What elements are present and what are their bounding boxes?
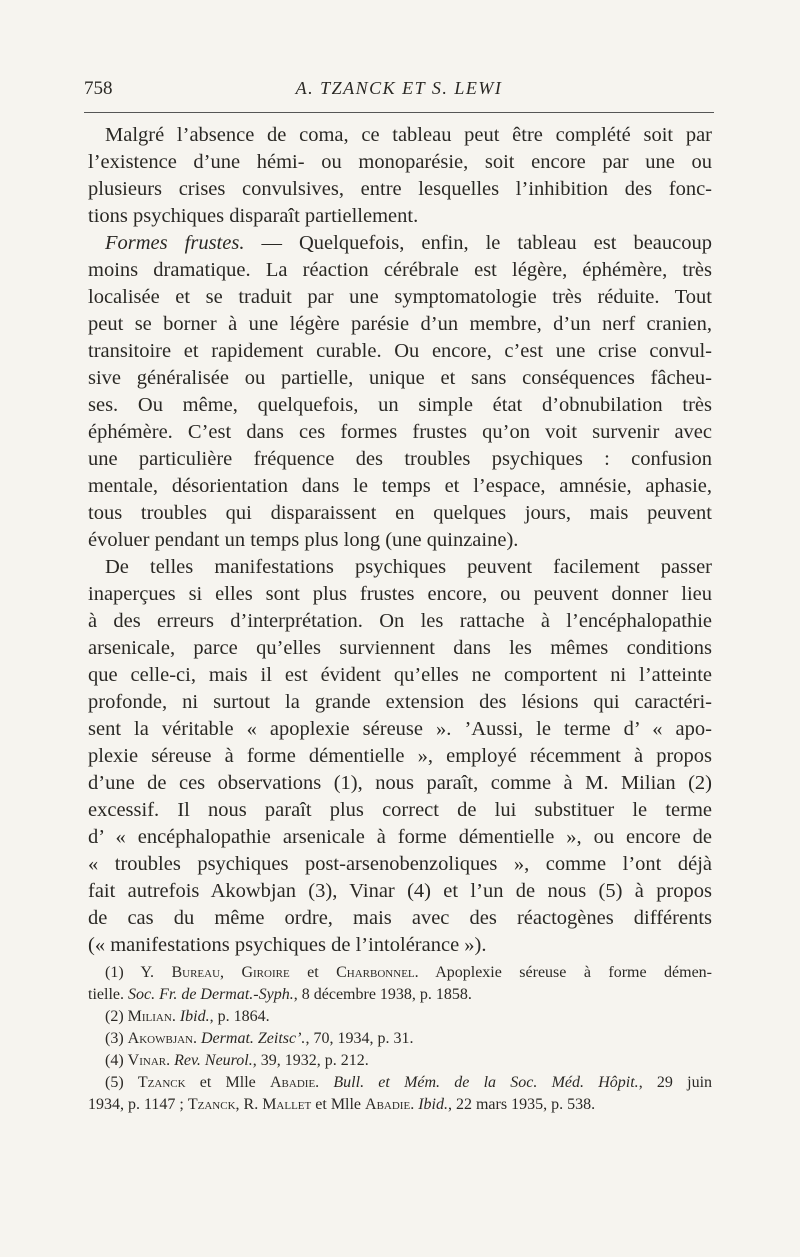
footnote-text: et Mlle xyxy=(185,1074,270,1091)
citation-title: Dermat. Zeitsc’. xyxy=(201,1030,306,1047)
footnote-line xyxy=(88,1094,712,1116)
footnote-text: . xyxy=(166,1052,175,1069)
text-line: profonde, ni surtout la grande extension des lésions qui caractéri- xyxy=(88,691,712,713)
footnote-text: (3) xyxy=(105,1030,128,1047)
text-line: d’ « encéphalopathie arsenicale à forme démentielle », ou encore de xyxy=(88,826,712,848)
footnote-text: 1934, p. 1147 ; xyxy=(88,1096,188,1113)
footnote-text: et xyxy=(289,964,337,981)
text-line: fait autrefois Akowbjan (3), Vinar (4) et l’un de nous (5) à propos xyxy=(88,880,712,902)
text-line: une particulière fréquence des troubles psychiques : confusion xyxy=(88,448,712,470)
text-line: éphémère. C’est dans ces formes frustes qu’on voit survenir avec xyxy=(88,421,712,443)
footnote-line xyxy=(88,1050,712,1072)
text-line: sive généralisée ou partielle, unique et sans conséquences fâcheu- xyxy=(88,367,712,389)
author-name: Tzanck xyxy=(137,1074,186,1091)
citation-title: Soc. Fr. de Dermat.-Syph. xyxy=(127,986,294,1003)
text-line: de cas du même ordre, mais avec des réactogènes différents xyxy=(88,907,712,929)
footnote-line xyxy=(88,962,712,984)
footnote-text: , 22 mars 1935, p. 538. xyxy=(447,1096,596,1113)
footnote-text: . xyxy=(410,1096,419,1113)
footnote-line xyxy=(88,1028,712,1050)
text-line: « troubles psychiques post-arsenobenzoliques », comme l’ont déjà xyxy=(88,853,712,875)
author-name: Milian xyxy=(127,1008,172,1025)
footnote-text: , 29 juin xyxy=(638,1074,713,1091)
footnote-text: , 39, 1932, p. 212. xyxy=(252,1052,369,1069)
footnote-text: (2) xyxy=(105,1008,128,1025)
author-name: Mallet xyxy=(262,1096,312,1113)
section-heading: Formes frustes. xyxy=(105,232,245,254)
footnote-text: , 8 décembre 1938, p. 1858. xyxy=(293,986,472,1003)
author-name: Abadie xyxy=(365,1096,411,1113)
text-line: arsenicale, parce qu’elles surviennent dans les mêmes conditions xyxy=(88,637,712,659)
footnote-text: . xyxy=(193,1030,201,1047)
author-name: Bureau xyxy=(171,964,221,981)
author-name: Abadie xyxy=(270,1074,316,1091)
text-line: peut se borner à une légère parésie d’un membre, d’un nerf cranien, xyxy=(88,313,712,335)
author-name: Charbonnel xyxy=(336,964,415,981)
footnotes xyxy=(88,962,712,1116)
footnote-text: et Mlle xyxy=(311,1096,366,1113)
text-line: inaperçues si elles sont plus frustes encore, ou peuvent donner lieu xyxy=(88,583,712,605)
text-line: que celle-ci, mais il est évident qu’elles ne comportent ni l’atteinte xyxy=(88,664,712,686)
footnote-line xyxy=(88,1006,712,1028)
text-line: (« manifestations psychiques de l’intolérance »). xyxy=(88,934,487,956)
footnote-text: , R. xyxy=(235,1096,263,1113)
citation-title: Ibid. xyxy=(179,1008,210,1025)
footnote-text: . xyxy=(171,1008,180,1025)
footnote-text: . xyxy=(315,1074,334,1091)
footnote-line xyxy=(88,1072,712,1094)
text-line: Malgré l’absence de coma, ce tableau peut être complété soit par xyxy=(105,124,712,146)
author-name: Giroire xyxy=(241,964,290,981)
text-line: transitoire et rapidement curable. Ou encore, c’est une crise convul- xyxy=(88,340,712,362)
footnote-line xyxy=(88,984,712,1006)
footnote-text: tielle. xyxy=(88,986,128,1003)
text-line xyxy=(88,230,712,257)
page-header xyxy=(84,78,714,104)
text-line: ses. Ou même, quelquefois, un simple état d’obnubilation très xyxy=(88,394,712,416)
author-name: Vinar xyxy=(127,1052,167,1069)
author-name: Akowbjan xyxy=(127,1030,193,1047)
text-line: plexie séreuse à forme démentielle », employé récemment à propos xyxy=(88,745,712,767)
citation-title: Ibid. xyxy=(418,1096,448,1113)
footnote-text: , p. 1864. xyxy=(209,1008,270,1025)
citation-title: Bull. et Mém. de la Soc. Méd. Hôpit. xyxy=(333,1074,639,1091)
page-number: 758 xyxy=(84,78,113,99)
text-line: évoluer pendant un temps plus long (une quinzaine). xyxy=(88,529,519,551)
footnote-text: , xyxy=(220,964,242,981)
text-line: à des erreurs d’interprétation. On les rattache à l’encéphalopathie xyxy=(88,610,712,632)
footnote-text: (1) Y. xyxy=(105,964,172,981)
text-line: tions psychiques disparaît partiellement. xyxy=(88,205,419,227)
text-line: De telles manifestations psychiques peuvent facilement passer xyxy=(105,556,712,578)
text-line: excessif. Il nous paraît plus correct de lui substituer le terme xyxy=(88,799,712,821)
text-line: l’existence d’une hémi- ou monoparésie, soit encore par une ou xyxy=(88,151,712,173)
text-line: tous troubles qui disparaissent en quelques jours, mais peuvent xyxy=(88,502,712,524)
header-rule xyxy=(84,112,714,113)
footnote-text: , 70, 1934, p. 31. xyxy=(305,1030,414,1047)
body-text xyxy=(88,122,712,959)
footnote-text: (4) xyxy=(105,1052,128,1069)
line-text: — Quelquefois, enfin, le tableau est beaucoup xyxy=(244,232,712,254)
footnote-text: (5) xyxy=(105,1074,138,1091)
citation-title: Rev. Neurol. xyxy=(174,1052,253,1069)
text-line: sent la véritable « apoplexie séreuse ». ’Aussi, le terme d’ « apo- xyxy=(88,718,712,740)
footnote-text: . Apoplexie séreuse à forme démen- xyxy=(414,964,712,981)
text-line: mentale, désorientation dans le temps et l’espace, amnésie, aphasie, xyxy=(88,475,712,497)
text-line: moins dramatique. La réaction cérébrale est légère, éphémère, très xyxy=(88,259,712,281)
text-line: plusieurs crises convulsives, entre lesquelles l’inhibition des fonc- xyxy=(88,178,712,200)
running-head: A. TZANCK ET S. LEWI xyxy=(295,78,503,98)
text-line: d’une de ces observations (1), nous paraît, comme à M. Milian (2) xyxy=(88,772,712,794)
author-name: Tzanck xyxy=(187,1096,236,1113)
text-line: localisée et se traduit par une symptomatologie très réduite. Tout xyxy=(88,286,712,308)
